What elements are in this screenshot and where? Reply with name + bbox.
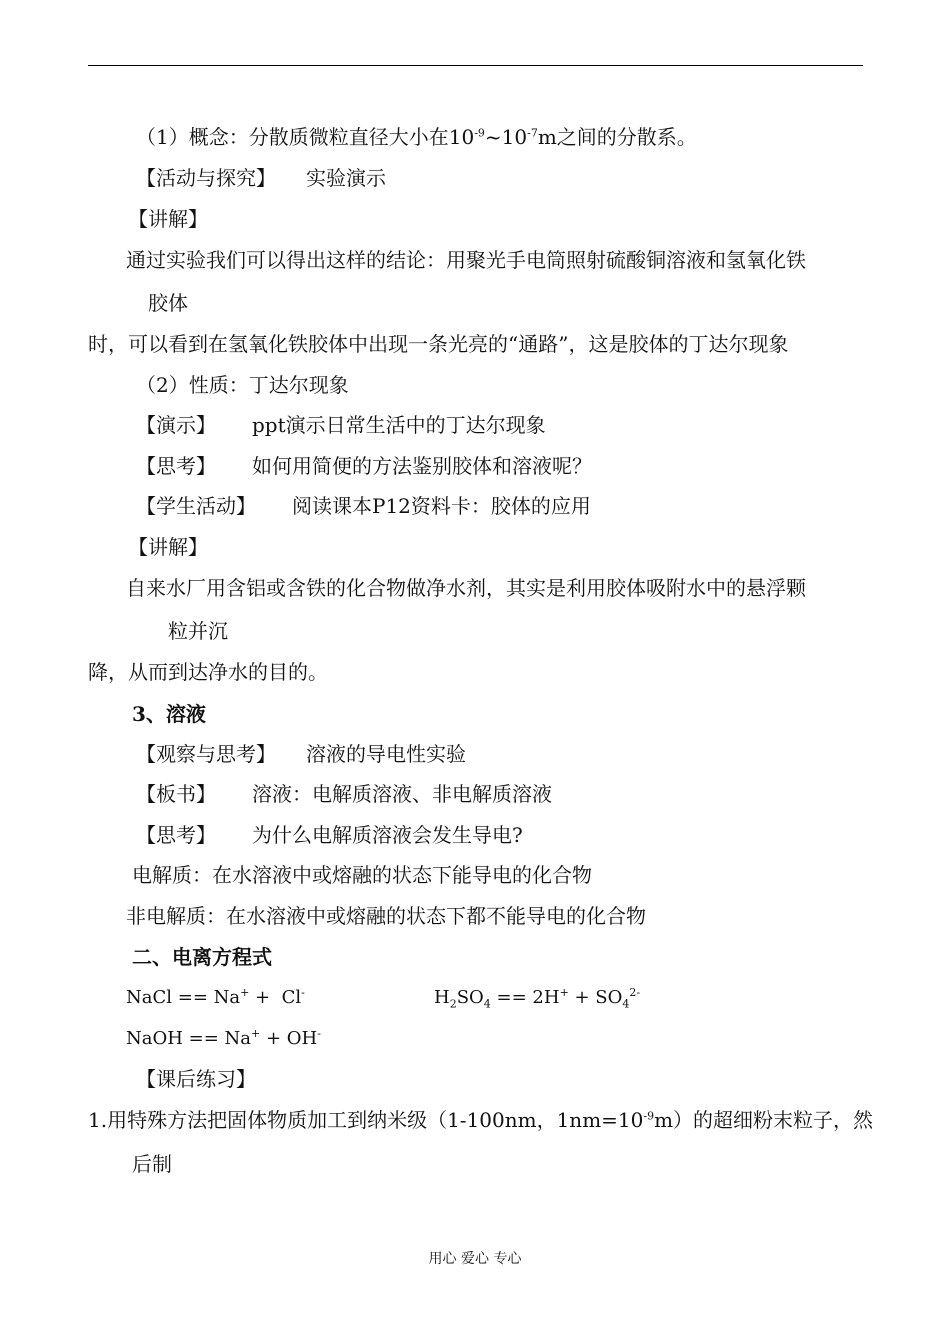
section-heading: 3、溶液 [132,702,206,726]
equation-naoh: NaOH == Na+ + OH- [126,1027,321,1049]
paragraph-line: 时，可以看到在氢氧化铁胶体中出现一条光亮的“通路”，这是胶体的丁达尔现象 [88,332,789,356]
think-line: 【思考】 如何用简便的方法鉴别胶体和溶液呢？ [136,454,592,478]
header-rule [88,65,863,66]
property-line: （2）性质：丁达尔现象 [136,373,349,397]
student-activity-line: 【学生活动】 阅读课本P12资料卡：胶体的应用 [136,494,591,518]
paragraph-line: 胶体 [148,291,188,315]
paragraph-line: 自来水厂用含铝或含铁的化合物做净水剂，其实是利用胶体吸附水中的悬浮颗 [126,576,806,600]
exercise-heading: 【课后练习】 [136,1067,256,1091]
page-footer: 用心 爱心 专心 [428,1251,522,1267]
exercise-line: 1.用特殊方法把固体物质加工到纳米级（1-100nm，$1nm=10^{-9}m$）的超细粉末粒子，然 [88,1108,874,1132]
definition-line: 电解质：在水溶液中或熔融的状态下能导电的化合物 [132,863,592,887]
equation-nacl: NaCl == Na+ + Cl- [126,986,305,1008]
observe-line: 【观察与思考】 溶液的导电性实验 [136,742,466,766]
paragraph-line: 通过实验我们可以得出这样的结论：用聚光手电筒照射硫酸铜溶液和氢氧化铁 [126,248,806,272]
concept-line: （1）概念：分散质微粒直径大小在$10^{-9}\sim 10^{-7}m$之间的分散系。 [136,125,697,149]
explain-heading: 【讲解】 [128,207,208,231]
paragraph-line: 粒并沉 [168,619,228,643]
activity-line: 【活动与探究】 实验演示 [136,166,386,190]
definition-line: 非电解质：在水溶液中或熔融的状态下都不能导电的化合物 [126,904,646,928]
explain-heading: 【讲解】 [128,535,208,559]
demo-line: 【演示】 ppt演示日常生活中的丁达尔现象 [136,413,546,437]
board-line: 【板书】 溶液：电解质溶液、非电解质溶液 [136,782,552,806]
think-line: 【思考】 为什么电解质溶液会发生导电? [136,823,523,847]
equation-h2so4: $H_2SO_4 == 2H^+ + SO_4^{2-}$ [434,986,641,1011]
paragraph-line: 降，从而到达净水的目的。 [88,660,328,684]
exercise-line: 后制 [132,1152,172,1176]
section-heading: 二、电离方程式 [132,945,272,969]
